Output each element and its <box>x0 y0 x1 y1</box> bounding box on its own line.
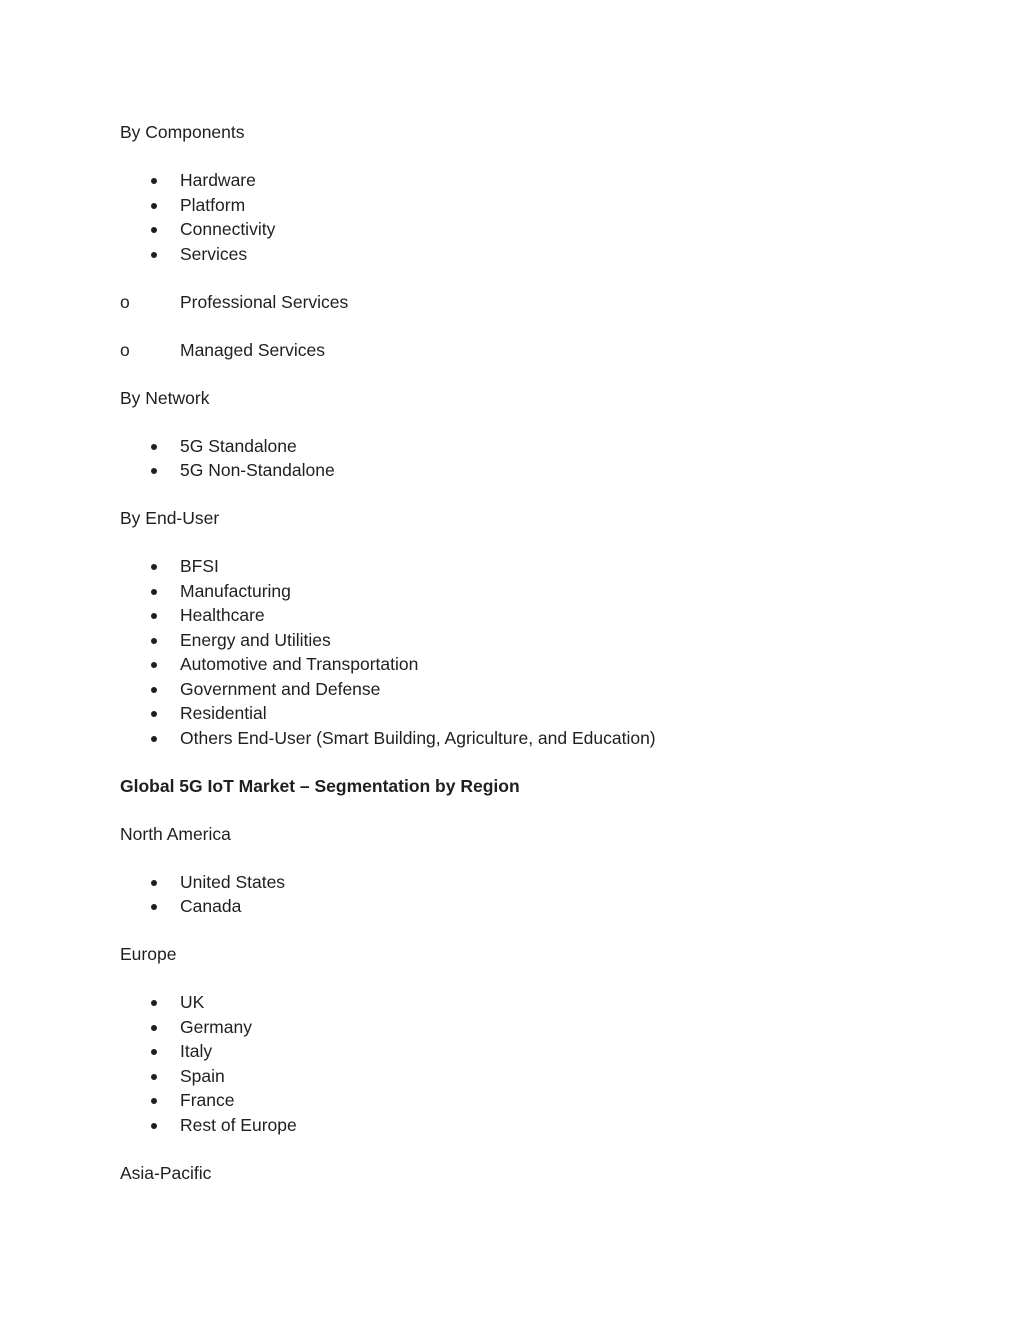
network-heading: By Network <box>120 387 210 408</box>
list-item: United States <box>120 870 920 895</box>
end-user-heading: By End-User <box>120 508 220 528</box>
list-item: Hardware <box>120 168 920 193</box>
list-item: BFSI <box>120 554 920 579</box>
bullet-icon <box>151 1074 157 1080</box>
components-heading: By Components <box>120 122 245 142</box>
list-item: Rest of Europe <box>120 1113 920 1138</box>
bullet-icon <box>151 1123 157 1129</box>
list-item: Government and Defense <box>120 677 920 702</box>
sub-list-item: o Managed Services <box>120 338 920 363</box>
sub-list-item: o Professional Services <box>120 290 920 315</box>
list-item: Automotive and Transportation <box>120 652 920 677</box>
list-item: Healthcare <box>120 603 920 628</box>
list-item: Spain <box>120 1064 920 1089</box>
list-item: Services <box>120 242 920 267</box>
list-item: Others End-User (Smart Building, Agriculture, and Education) <box>120 726 920 751</box>
europe-list <box>120 990 920 1137</box>
end-user-list <box>120 554 920 750</box>
list-item: Manufacturing <box>120 579 920 604</box>
bullet-icon <box>151 687 157 693</box>
list-item: Connectivity <box>120 217 920 242</box>
bullet-icon <box>151 468 157 474</box>
bullet-icon <box>151 1025 157 1031</box>
components-list <box>120 168 920 266</box>
list-item: Platform <box>120 193 920 218</box>
circle-marker-icon: o <box>120 291 130 312</box>
bullet-icon <box>151 711 157 717</box>
bullet-icon <box>151 1049 157 1055</box>
list-item: Germany <box>120 1015 920 1040</box>
bullet-icon <box>151 736 157 742</box>
bullet-icon <box>151 444 157 450</box>
bullet-icon <box>151 613 157 619</box>
north-america-heading: North America <box>120 823 231 844</box>
list-item: Canada <box>120 894 920 919</box>
circle-marker-icon: o <box>120 339 130 360</box>
list-item: France <box>120 1088 920 1113</box>
bullet-icon <box>151 589 157 595</box>
bullet-icon <box>151 203 157 209</box>
europe-heading: Europe <box>120 944 177 964</box>
bullet-icon <box>151 880 157 886</box>
bullet-icon <box>151 564 157 570</box>
bullet-icon <box>151 227 157 233</box>
list-item: 5G Standalone <box>120 434 920 459</box>
bullet-icon <box>151 904 157 910</box>
list-item: UK <box>120 990 920 1015</box>
list-item: Residential <box>120 701 920 726</box>
network-list <box>120 434 920 483</box>
asia-pacific-heading: Asia-Pacific <box>120 1162 212 1183</box>
list-item: 5G Non-Standalone <box>120 458 920 483</box>
list-item: Energy and Utilities <box>120 628 920 653</box>
north-america-list <box>120 870 920 919</box>
bullet-icon <box>151 638 157 644</box>
bullet-icon <box>151 1000 157 1006</box>
document-page <box>120 120 920 1185</box>
list-item: Italy <box>120 1039 920 1064</box>
bullet-icon <box>151 662 157 668</box>
bullet-icon <box>151 178 157 184</box>
region-section-title: Global 5G IoT Market – Segmentation by Region <box>120 775 520 796</box>
bullet-icon <box>151 1098 157 1104</box>
bullet-icon <box>151 252 157 258</box>
